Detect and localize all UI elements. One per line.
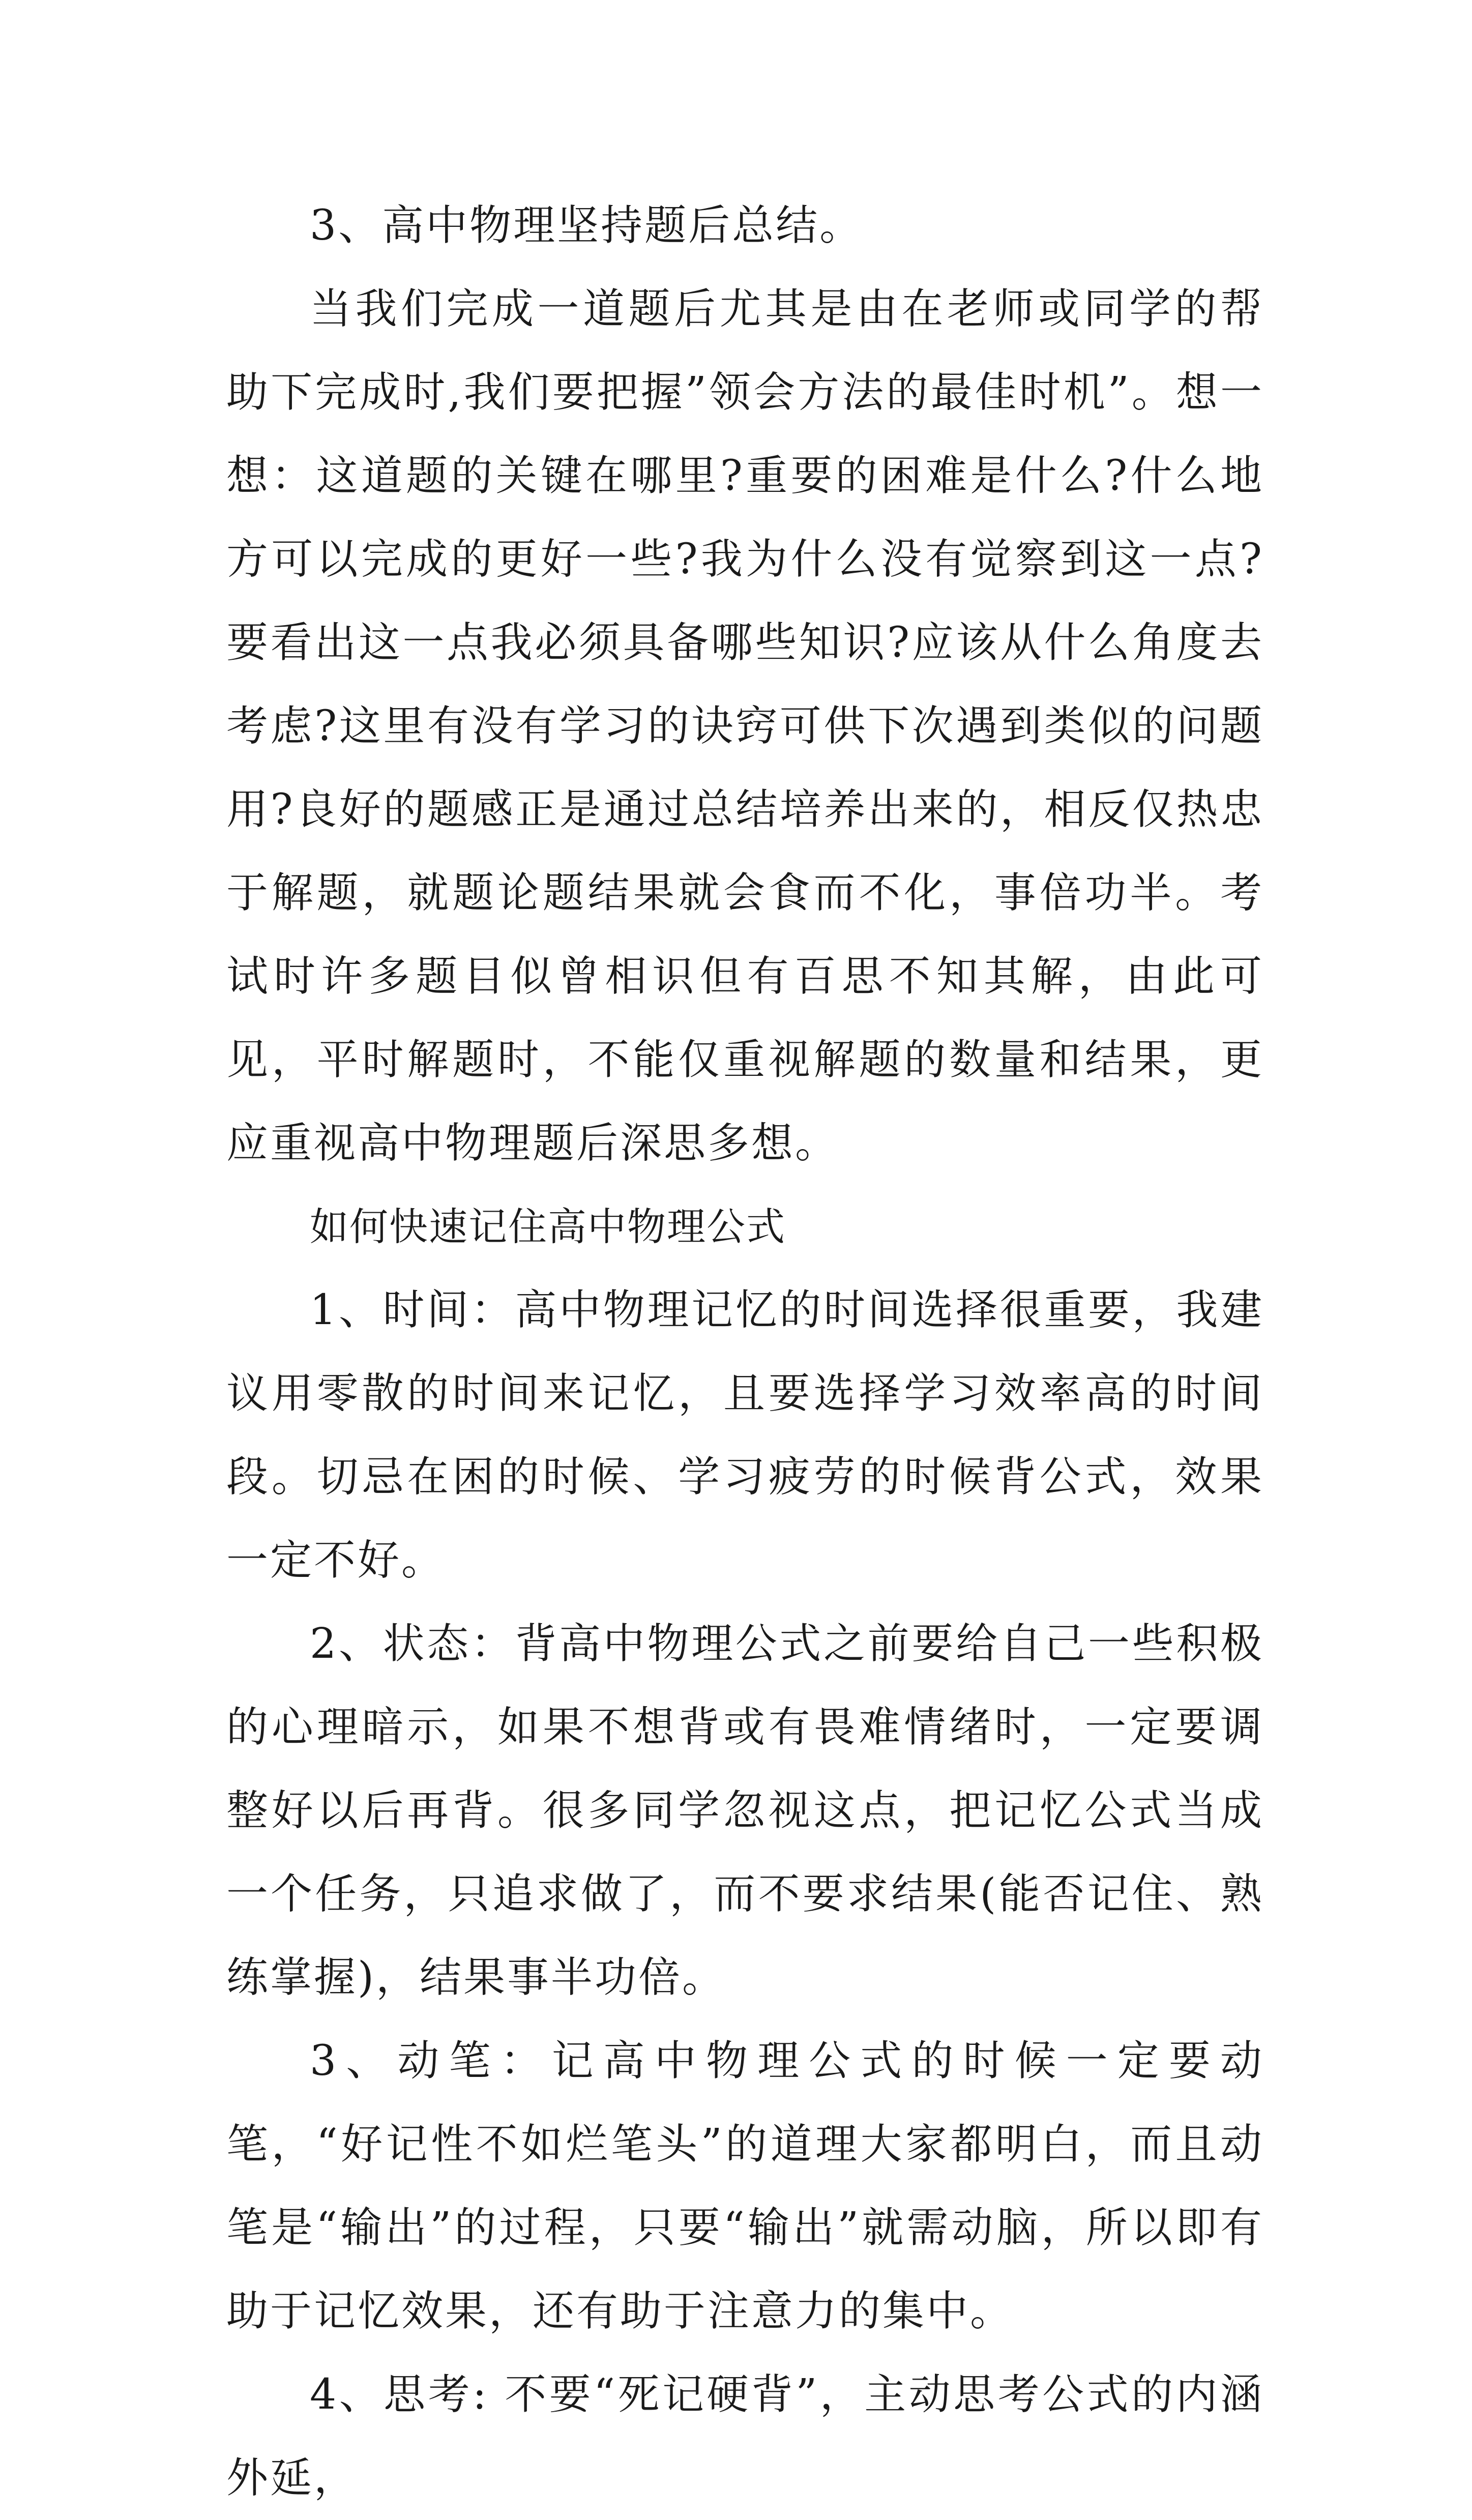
paragraph-time: 1、时间：高中物理记忆的时间选择很重要，我建议用零散的时间来记忆，且要选择学习效率高的时间段。切忌在困的时候、学习疲劳的时候背公式，效果一定不好。: [226, 1286, 1264, 1585]
paragraph-thinking: 4、思考: 不要“死记硬背”，主动思考公式的内涵外延，: [226, 2370, 1264, 2502]
paragraph-summary-body: 当我们完成一道题后尤其是由在老师或同学的帮助下完成时,我们要把握”领会方法的最佳时机”。想一想：这道题的关键在哪里?重要的困难是什么?什么地方可以完成的更好一些?我为什么没有觉察到这一点?要看出这一点我必须具备哪些知识?应该从什么角度去考虑?这里有没有学习的诀窍可供下次遇到类似的问题用?良好的题感正是通过总结培养出来的，相反仅热忠于解题，就题论题结果就会食而不化，事倍功半。考试时许多题目似曾相识但有百思不知其解，由此可见，平时解题时，不能仅重视解题的数量和结果，更应重视高中物理题后深思多想。: [226, 285, 1264, 1167]
document-body: [226, 184, 1264, 2520]
section-heading-summary: 3、高中物理坚持题后总结。: [310, 201, 864, 250]
paragraph-writing: 3、动笔：记高中物理公式的时候一定要动笔，“好记性不如烂笔头”的道理大家都明白，而且动笔是“输出”的过程，只要“输出”就需动脑，所以即有助于记忆效果，还有助于注意力的集中。: [226, 2037, 1264, 2335]
paragraph-state: 2、状态：背高中物理公式之前要给自己一些积极的心理暗示，如果不想背或有畏难情绪时，一定要调整好以后再背。很多同学忽视这点，把记忆公式当成一个任务，只追求做了，而不要求结果(能否记住、熟练掌握)，结果事半功倍。: [226, 1620, 1264, 2002]
section-heading-memorize-formulas: 如何快速记住高中物理公式: [310, 1204, 786, 1249]
